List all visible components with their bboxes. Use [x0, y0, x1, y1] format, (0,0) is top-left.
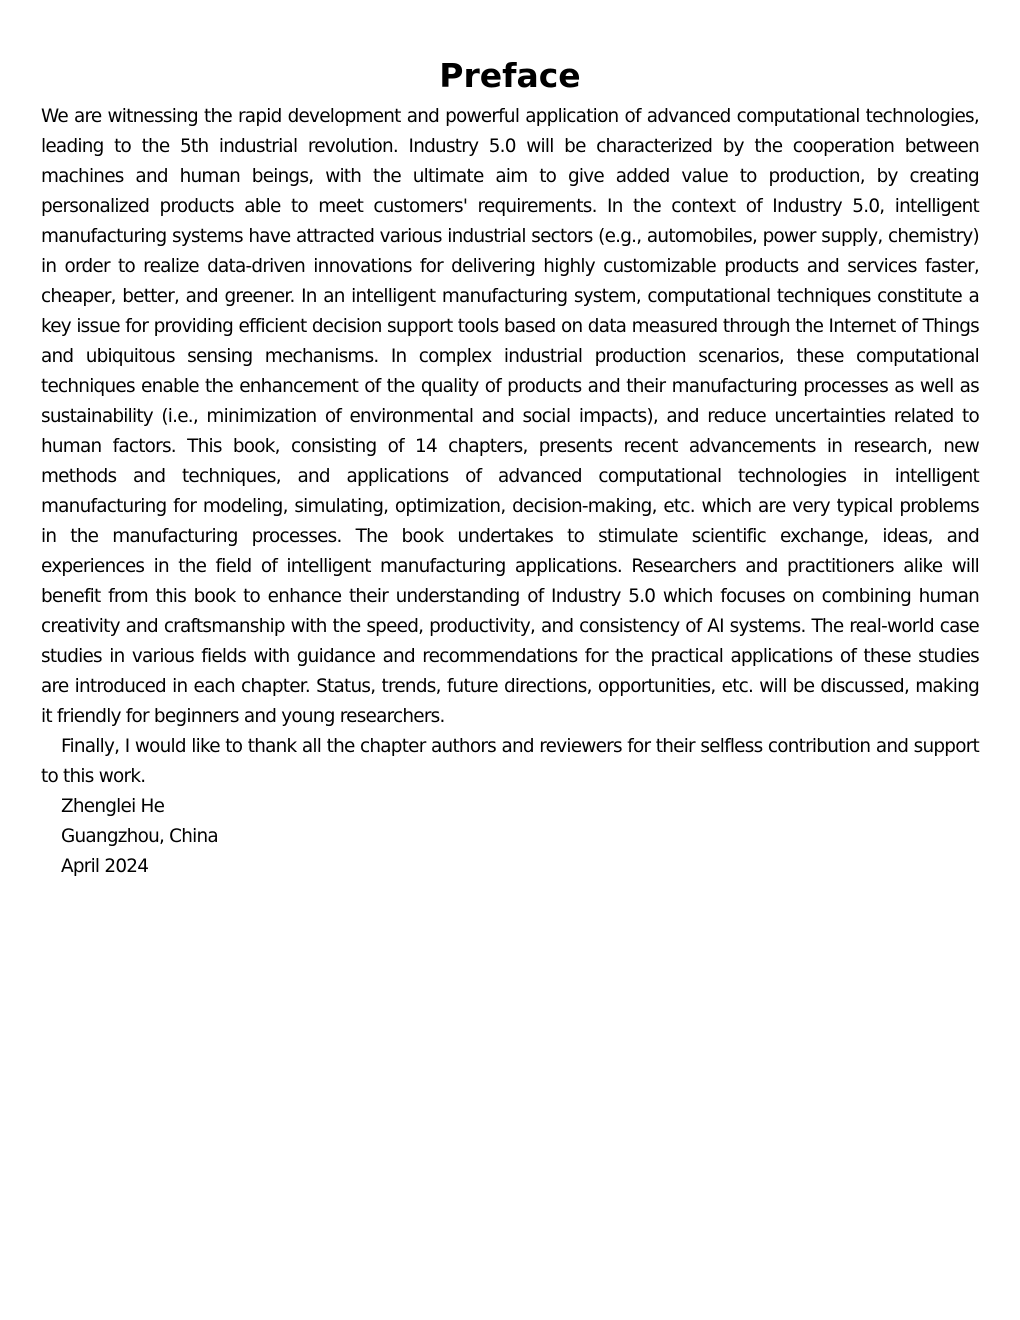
signature-author: Zhenglei He	[61, 796, 165, 817]
page-title: Preface	[439, 56, 581, 95]
signature-date: April 2024	[61, 856, 149, 877]
signature-location: Guangzhou, China	[61, 826, 218, 847]
preface-paragraph-1: We are witnessing the rapid development and powerful application of advanced computational technologies, leading to the 5th industrial revolution. Industry 5.0 will be characterized by the cooperation between machines and human beings, with the ultimate aim to give added value to production, by creating personalized products able to meet customers' requirements. In the context of Industry 5.0, intelligent manufacturing systems have attracted various industrial sectors (e.g., automobiles, power supply, chemistry) in order to realize data-driven innovations for delivering highly customizable products and services faster, cheaper, better, and greener. In an intelligent manufacturing system, computational techniques constitute a key issue for providing efficient decision support tools based on data measured through the Internet of Things and ubiquitous sensing mechanisms. In complex industrial production scenarios, these computational techniques enable the enhancement of the quality of products and their manufacturing processes as well as sustainability (i.e., minimization of environmental and social impacts), and reduce uncertainties related to human factors. This book, consisting of 14 chapters, presents recent advancements in research, new methods and techniques, and applications of advanced computational technologies in intelligent manufacturing for modeling, simulating, optimization, decision-making, etc. which are very typical problems in the manufacturing processes. The book undertakes to stimulate scientific exchange, ideas, and experiences in the field of intelligent manufacturing applications. Researchers and practitioners alike will benefit from this book to enhance their understanding of Industry 5.0 which focuses on combining human creativity and craftsmanship with the speed, productivity, and consistency of AI systems. The real-world case studies in various fields with guidance and recommendations for the practical applications of these studies are introduced in each chapter. Status, trends, future directions, opportunities, etc. will be discussed, making it friendly for beginners and young researchers.	[41, 106, 979, 727]
preface-paragraph-2: Finally, I would like to thank all the chapter authors and reviewers for their selfless contribution and support to this work.	[41, 736, 979, 787]
preface-page	[41, 56, 979, 882]
signature-block	[41, 792, 979, 882]
